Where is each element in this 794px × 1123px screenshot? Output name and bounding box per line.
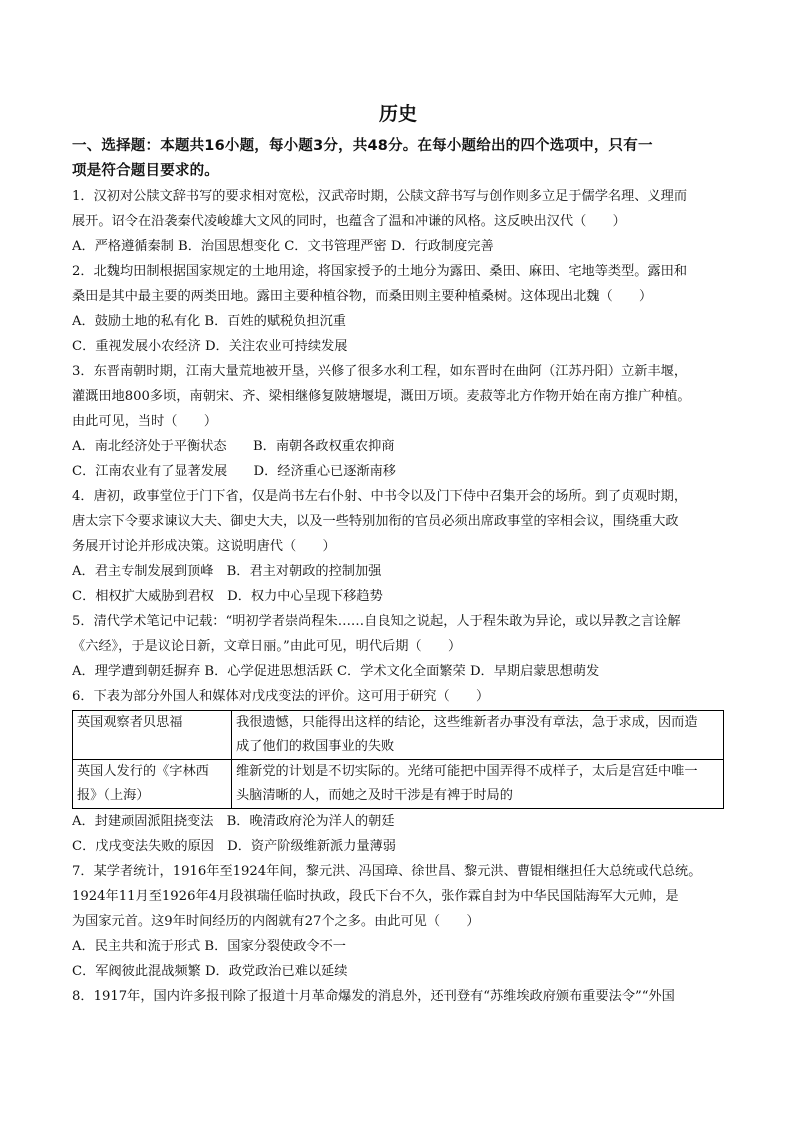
cell-line: 头脑清晰的人，而她之及时干涉是有裨于时局的 — [236, 788, 513, 803]
question-1 — [72, 184, 724, 259]
question-stem: 8．1917年，国内许多报刊除了报道十月革命爆发的消息外，还刊登有“苏维埃政府颁布重要法令”“外国 — [72, 989, 675, 1004]
question-options: A．封建顽固派阻挠变法 B．晚清政府沦为洋人的朝廷 — [72, 814, 395, 829]
question-stem: 3．东晋南朝时期，江南大量荒地被开垦，兴修了很多水利工程，如东晋时在曲阿（江苏丹阳）立新丰堰， — [72, 364, 688, 379]
question-options: A．君主专制发展到顶峰 B．君主对朝政的控制加强 — [72, 564, 382, 579]
section-heading-line: 项是符合题目要求的。 — [72, 163, 219, 179]
question-5 — [72, 609, 724, 684]
table-row — [73, 760, 724, 809]
cell-line: 英国观察者贝思福 — [77, 715, 183, 730]
question-stem: 4．唐初，政事堂位于门下省，仅是尚书左右仆射、中书令以及门下侍中召集开会的场所。到了贞观时期， — [72, 489, 688, 504]
question-options: C．戊戌变法失败的原因 D．资产阶级维新派力量薄弱 — [72, 839, 396, 854]
table-cell-comment — [232, 760, 724, 809]
question-stem: 2．北魏均田制根据国家规定的土地用途，将国家授予的土地分为露田、桑田、麻田、宅地等类型。露田和 — [72, 264, 688, 279]
table-cell-comment — [232, 711, 724, 760]
cell-line: 成了他们的救国事业的失败 — [236, 739, 395, 754]
question-stem: 由此可见，当时（ ） — [72, 414, 218, 429]
question-3 — [72, 359, 724, 484]
question-options: A．理学遭到朝廷摒弃 B．心学促进思想活跃 C．学术文化全面繁荣 D．早期启蒙思想萌发 — [72, 664, 600, 679]
question-options: A．严格遵循秦制 B．治国思想变化 C．文书管理严密 D．行政制度完善 — [72, 239, 494, 254]
question-stem: 桑田是其中最主要的两类田地。露田主要种植谷物，而桑田则主要种植桑树。这体现出北魏（ ） — [72, 289, 653, 304]
exam-page — [72, 100, 724, 1009]
question-options: A．南北经济处于平衡状态 B．南朝各政权重农抑商 — [72, 439, 395, 454]
question-stem: 灌溉田地800多顷，南朝宋、齐、梁相继修复陂塘堰堤，溉田万顷。麦菽等北方作物开始在南方推广种植。 — [72, 389, 691, 404]
question-7 — [72, 859, 724, 984]
question-8 — [72, 984, 724, 1009]
table-row — [73, 711, 724, 760]
question-stem: 6．下表为部分外国人和媒体对戊戌变法的评价。这可用于研究（ ） — [72, 689, 490, 704]
question-4 — [72, 484, 724, 609]
question-options: C．江南农业有了显著发展 D．经济重心已逐渐南移 — [72, 464, 396, 479]
cell-line: 我很遗憾，只能得出这样的结论，这些维新者办事没有章法，急于求成，因而造 — [236, 715, 698, 730]
question-stem: 5．清代学术笔记中记载：“明初学者崇尚程朱……自良知之说起，人于程朱敢为异论，或以异教之言诠解 — [72, 614, 681, 629]
evaluation-table — [72, 710, 724, 809]
question-stem: 1924年11月至1926年4月段祺瑞任临时执政，段氏下台不久，张作霖自封为中华民国陆海军大元帅，是 — [72, 889, 679, 904]
table-cell-source — [73, 711, 232, 760]
question-stem: 《六经》，于是议论日新，文章日丽。”由此可见，明代后期（ ） — [72, 639, 462, 654]
question-2 — [72, 259, 724, 359]
question-stem: 展开。诏令在沿袭秦代凌峻雄大文风的同时，也蕴含了温和冲谦的风格。这反映出汉代（ ） — [72, 214, 626, 229]
question-stem: 唐太宗下令要求谏议大夫、御史大夫，以及一些特别加衔的官员必须出席政事堂的宰相会议，围绕重大政 — [72, 514, 679, 529]
question-stem: 7．某学者统计，1916年至1924年间，黎元洪、冯国璋、徐世昌、黎元洪、曹锟相继担任大总统或代总统。 — [72, 864, 702, 879]
question-options: A．民主共和流于形式 B．国家分裂使政令不一 — [72, 939, 346, 954]
cell-line: 维新党的计划是不切实际的。光绪可能把中国弄得不成样子，太后是宫廷中唯一 — [236, 764, 698, 779]
question-stem: 为国家元首。这9年时间经历的内阁就有27个之多。由此可见（ ） — [72, 914, 480, 929]
section-heading — [72, 134, 724, 184]
question-options: A．鼓励土地的私有化 B．百姓的赋税负担沉重 — [72, 314, 346, 329]
question-stem: 务展开讨论并形成决策。这说明唐代（ ） — [72, 539, 336, 554]
question-options: C．相权扩大威胁到君权 D．权力中心呈现下移趋势 — [72, 589, 383, 604]
question-stem: 1．汉初对公牍文辞书写的要求相对宽松，汉武帝时期，公牍文辞书写与创作则多立足于儒学名理、义理而 — [72, 189, 688, 204]
cell-line: 报》（上海） — [77, 788, 150, 803]
table-cell-source — [73, 760, 232, 809]
cell-line: 英国人发行的《字林西 — [77, 764, 209, 779]
question-6 — [72, 684, 724, 859]
question-options: C．军阀彼此混战频繁 D．政党政治已难以延续 — [72, 964, 348, 979]
section-heading-line: 一、选择题：本题共16小题，每小题3分，共48分。在每小题给出的四个选项中，只有一 — [72, 138, 653, 154]
question-options: C．重视发展小农经济 D．关注农业可持续发展 — [72, 339, 348, 354]
page-title: 历史 — [378, 103, 417, 125]
